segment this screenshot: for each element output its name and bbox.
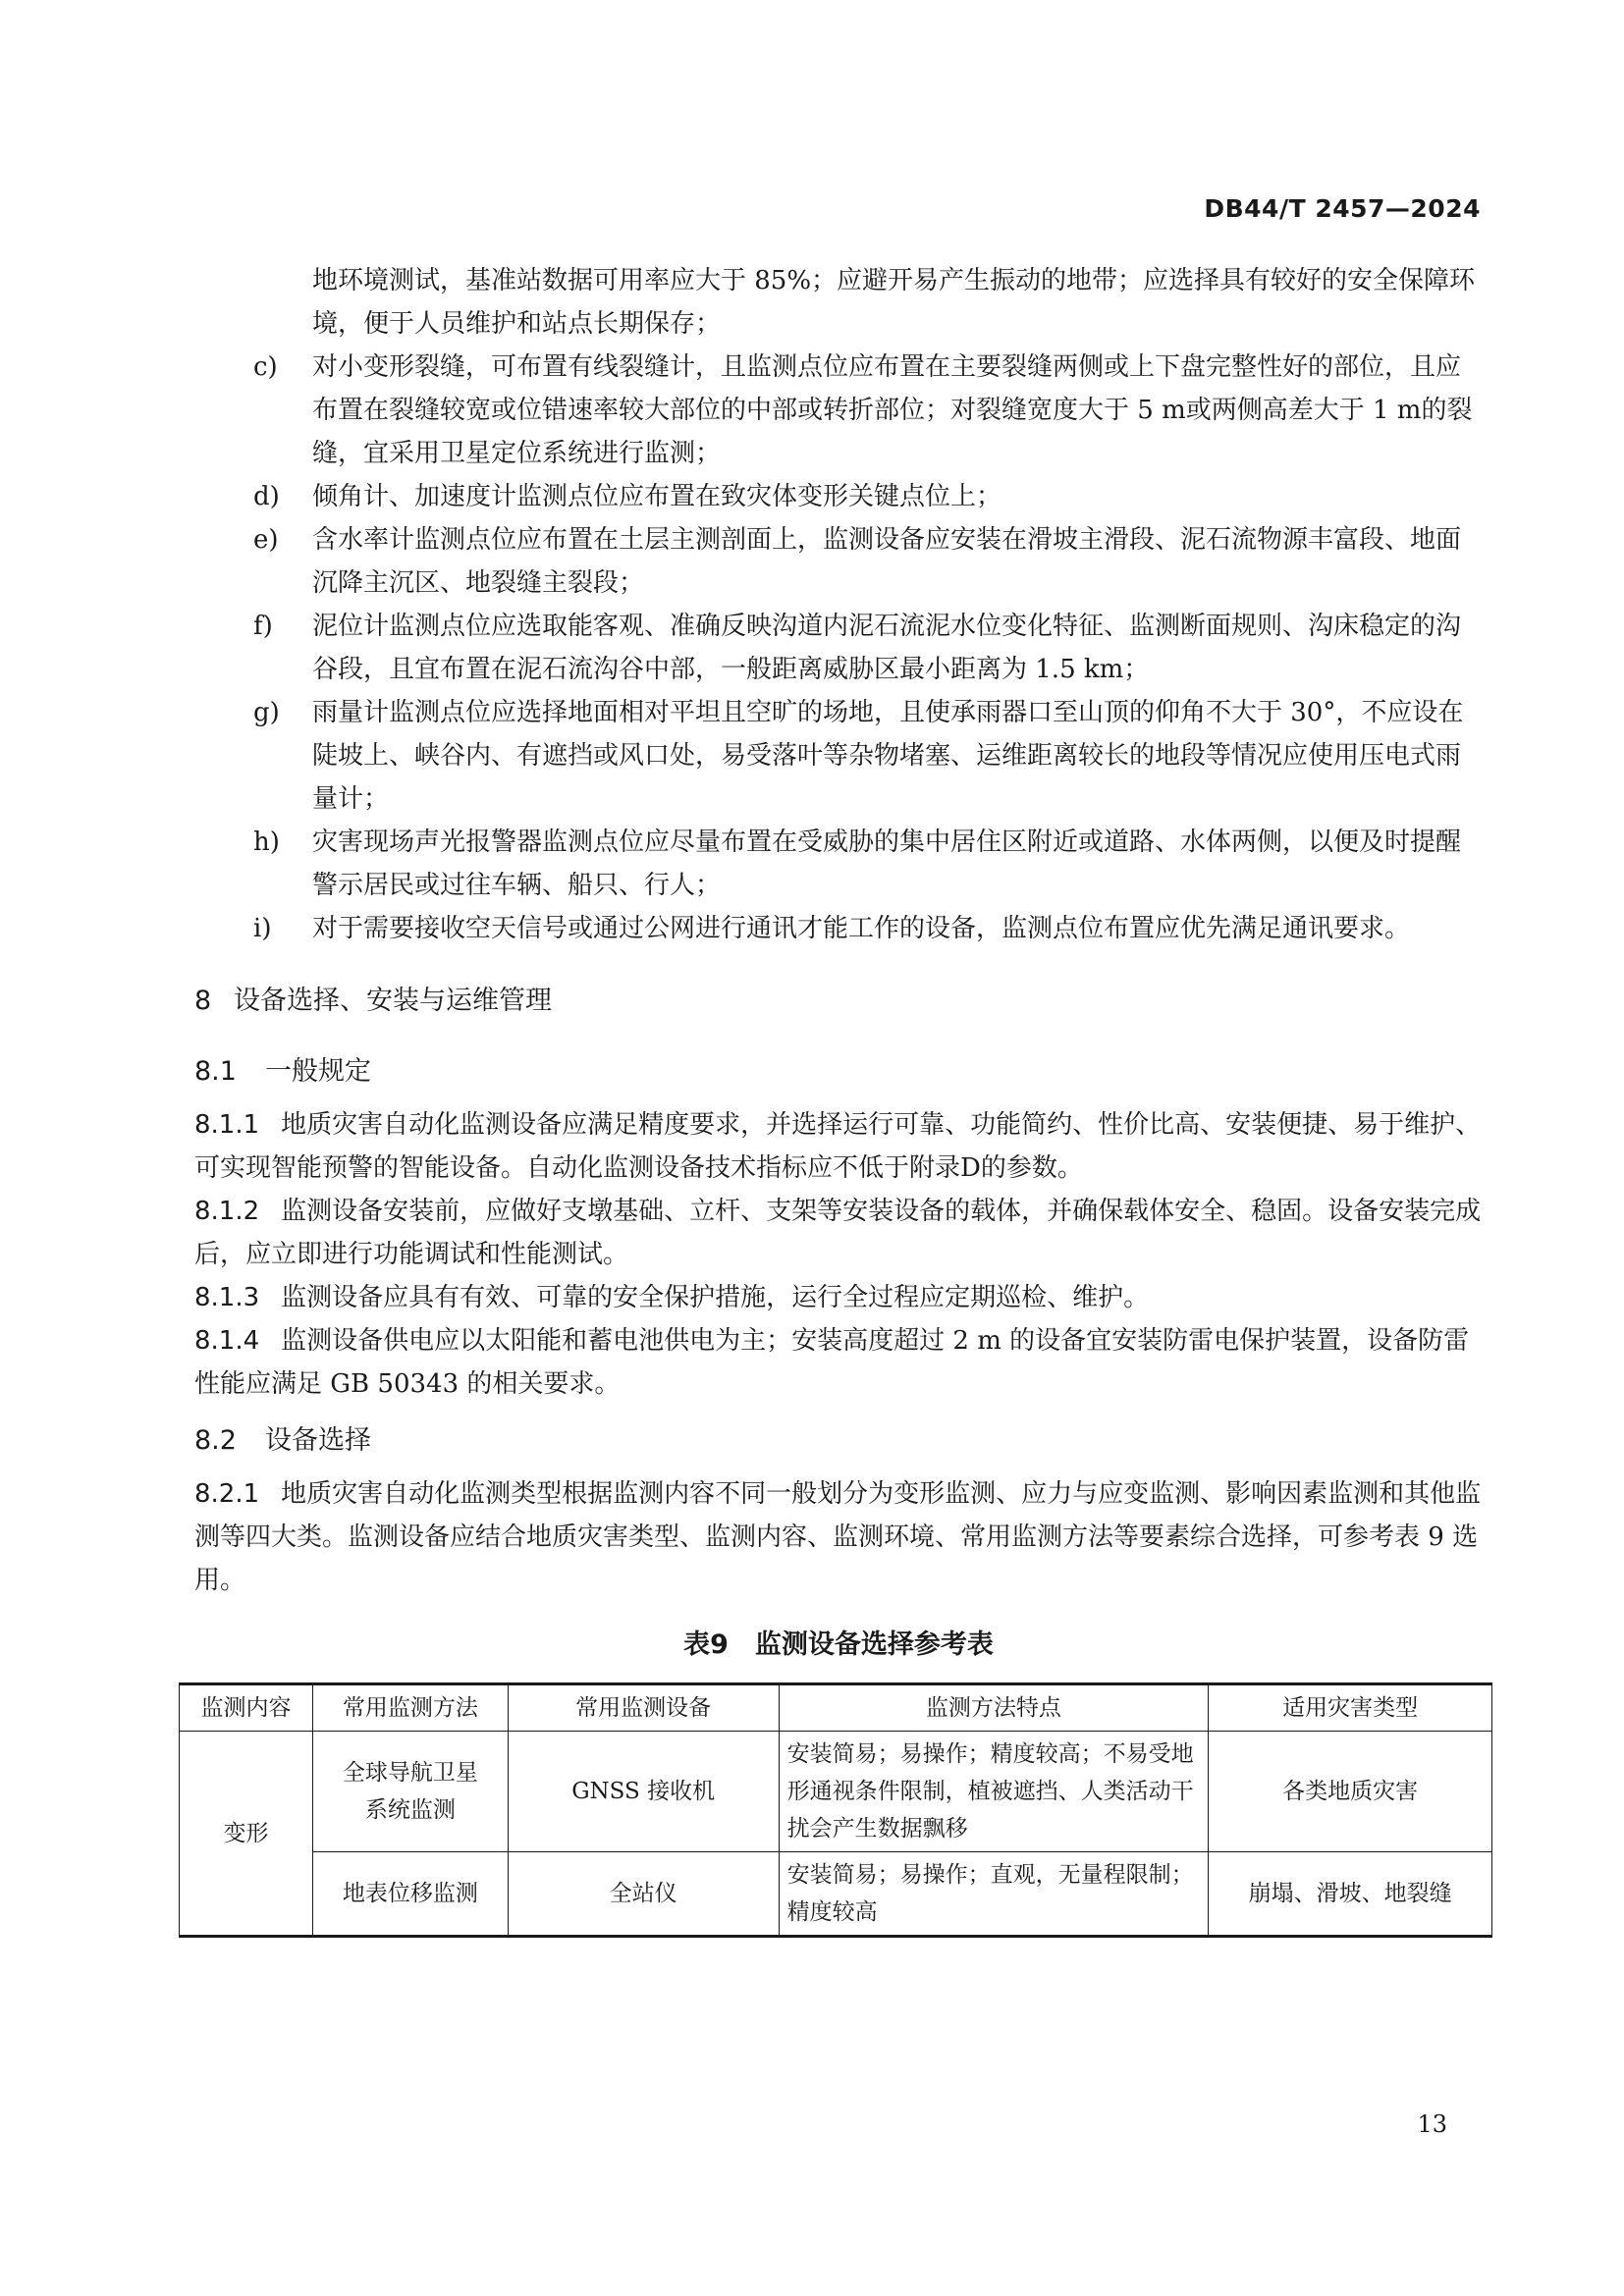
clause-paragraph (194, 1190, 1483, 1276)
method-cell: 全球导航卫星系统监测 (312, 1732, 508, 1852)
list-item-text: 雨量计监测点位应选择地面相对平坦且空旷的场地，且使承雨器口至山顶的仰角不大于 30°，不应设在陡坡上、峡谷内、有遮挡或风口处，易受落叶等杂物堵塞、运维距离较长的地段等情况应使用压电式雨量计； (312, 698, 1464, 814)
clause-text: 地质灾害自动化监测设备应满足精度要求，并选择运行可靠、功能简约、性价比高、安装便捷、易于维护、可实现智能预警的智能设备。自动化监测设备技术指标应不低于附录D的参数。 (194, 1110, 1482, 1183)
page-number: 13 (1417, 2110, 1447, 2138)
section-title: 设备选择 (265, 1425, 371, 1456)
clause-text: 监测设备安装前，应做好支墩基础、立杆、支架等安装设备的载体，并确保载体安全、稳固。设备安装完成后，应立即进行功能调试和性能测试。 (194, 1197, 1482, 1269)
list-item-text: 灾害现场声光报警器监测点位应尽量布置在受威胁的集中居住区附近或道路、水体两侧，以便及时提醒警示居民或过往车辆、船只、行人； (312, 828, 1462, 900)
clauses-8-1 (194, 1103, 1483, 1406)
monitoring-content-cell: 变形 (180, 1732, 313, 1937)
clause-number: 8.1.3 (194, 1283, 260, 1312)
list-item (194, 605, 1483, 691)
table-header-cell: 适用灾害类型 (1209, 1684, 1492, 1732)
section-title: 一般规定 (265, 1056, 371, 1087)
table-header-cell: 常用监测方法 (312, 1684, 508, 1732)
clause-number: 8.1.1 (194, 1110, 260, 1140)
list-item (194, 518, 1483, 605)
section-8-1-heading (194, 1050, 1483, 1094)
requirement-list (194, 346, 1483, 950)
list-item-text: 对于需要接收空天信号或通过公网进行通讯才能工作的设备，监测点位布置应优先满足通讯要求。 (312, 914, 1411, 943)
table-header-cell: 常用监测设备 (508, 1684, 779, 1732)
table-header-cell: 监测方法特点 (779, 1684, 1209, 1732)
hazard-cell: 各类地质灾害 (1209, 1732, 1492, 1852)
section-number: 8.2 (194, 1425, 237, 1456)
table-9 (179, 1682, 1492, 1938)
method-cell: 地表位移监测 (312, 1852, 508, 1937)
standard-code-header: DB44/T 2457—2024 (1204, 194, 1481, 223)
table-row (180, 1852, 1492, 1937)
list-item-text: 倾角计、加速度计监测点位应布置在致灾体变形关键点位上； (312, 482, 1002, 511)
section-8-2-heading (194, 1419, 1483, 1463)
table-9-title: 表9 监测设备选择参考表 (683, 1629, 994, 1660)
clause-number: 8.1.4 (194, 1326, 260, 1356)
feature-cell: 安装简易；易操作；直观，无量程限制；精度较高 (779, 1852, 1209, 1937)
clause-paragraph (194, 1319, 1483, 1406)
clause-paragraph (194, 1103, 1483, 1190)
section-8-heading (194, 980, 1483, 1023)
clause-paragraph (194, 1276, 1483, 1319)
list-item-label: c) (253, 352, 278, 382)
table-header-cell: 监测内容 (180, 1684, 313, 1732)
hazard-cell: 崩塌、滑坡、地裂缝 (1209, 1852, 1492, 1937)
clause-text: 地质灾害自动化监测类型根据监测内容不同一般划分为变形监测、应力与应变监测、影响因素监测和其他监测等四大类。监测设备应结合地质灾害类型、监测内容、监测环境、常用监测方法等要素综合选择，可参考表 9 选用。 (194, 1479, 1482, 1595)
list-item (194, 475, 1483, 518)
list-item (194, 691, 1483, 821)
clause-number: 8.1.2 (194, 1197, 260, 1226)
page-content (194, 259, 1483, 1938)
list-item (194, 346, 1483, 475)
clauses-8-2 (194, 1472, 1483, 1602)
list-item-label: f) (253, 612, 273, 641)
list-item-label: i) (253, 914, 272, 943)
list-item-label: h) (253, 828, 280, 857)
clause-text: 监测设备供电应以太阳能和蓄电池供电为主；安装高度超过 2 m 的设备宜安装防雷电保护装置，设备防雷性能应满足 GB 50343 的相关要求。 (194, 1326, 1470, 1399)
clause-paragraph (194, 1472, 1483, 1602)
table-row (180, 1732, 1492, 1852)
feature-cell: 安装简易；易操作；精度较高；不易受地形通视条件限制，植被遮挡、人类活动干扰会产生数据飘移 (779, 1732, 1209, 1852)
section-title: 设备选择、安装与运维管理 (234, 986, 552, 1016)
continuation-paragraph: 地环境测试，基准站数据可用率应大于 85%；应避开易产生振动的地带；应选择具有较好的安全保障环境，便于人员维护和站点长期保存； (312, 266, 1476, 339)
list-item-text: 含水率计监测点位应布置在土层主测剖面上，监测设备应安装在滑坡主滑段、泥石流物源丰富段、地面沉降主沉区、地裂缝主裂段； (312, 525, 1462, 598)
table-header-row (180, 1684, 1492, 1732)
list-item-text: 泥位计监测点位应选取能客观、准确反映沟道内泥石流泥水位变化特征、监测断面规则、沟床稳定的沟谷段，且宜布置在泥石流沟谷中部，一般距离威胁区最小距离为 1.5 km； (312, 612, 1462, 684)
clause-number: 8.2.1 (194, 1479, 260, 1509)
clause-text: 监测设备应具有有效、可靠的安全保护措施，运行全过程应定期巡检、维护。 (281, 1283, 1150, 1312)
device-cell: 全站仪 (508, 1852, 779, 1937)
list-item-label: d) (253, 482, 280, 511)
list-item (194, 821, 1483, 907)
list-item (194, 907, 1483, 950)
section-number: 8 (194, 986, 212, 1016)
section-number: 8.1 (194, 1056, 237, 1087)
list-item-text: 对小变形裂缝，可布置有线裂缝计，且监测点位应布置在主要裂缝两侧或上下盘完整性好的部位，且应布置在裂缝较宽或位错速率较大部位的中部或转折部位；对裂缝宽度大于 5 m或两侧高差大于 1 m的裂缝，宜采用卫星定位系统进行监测； (312, 352, 1473, 468)
list-item-label: g) (253, 698, 280, 727)
list-item-label: e) (253, 525, 279, 555)
device-cell: GNSS 接收机 (508, 1732, 779, 1852)
